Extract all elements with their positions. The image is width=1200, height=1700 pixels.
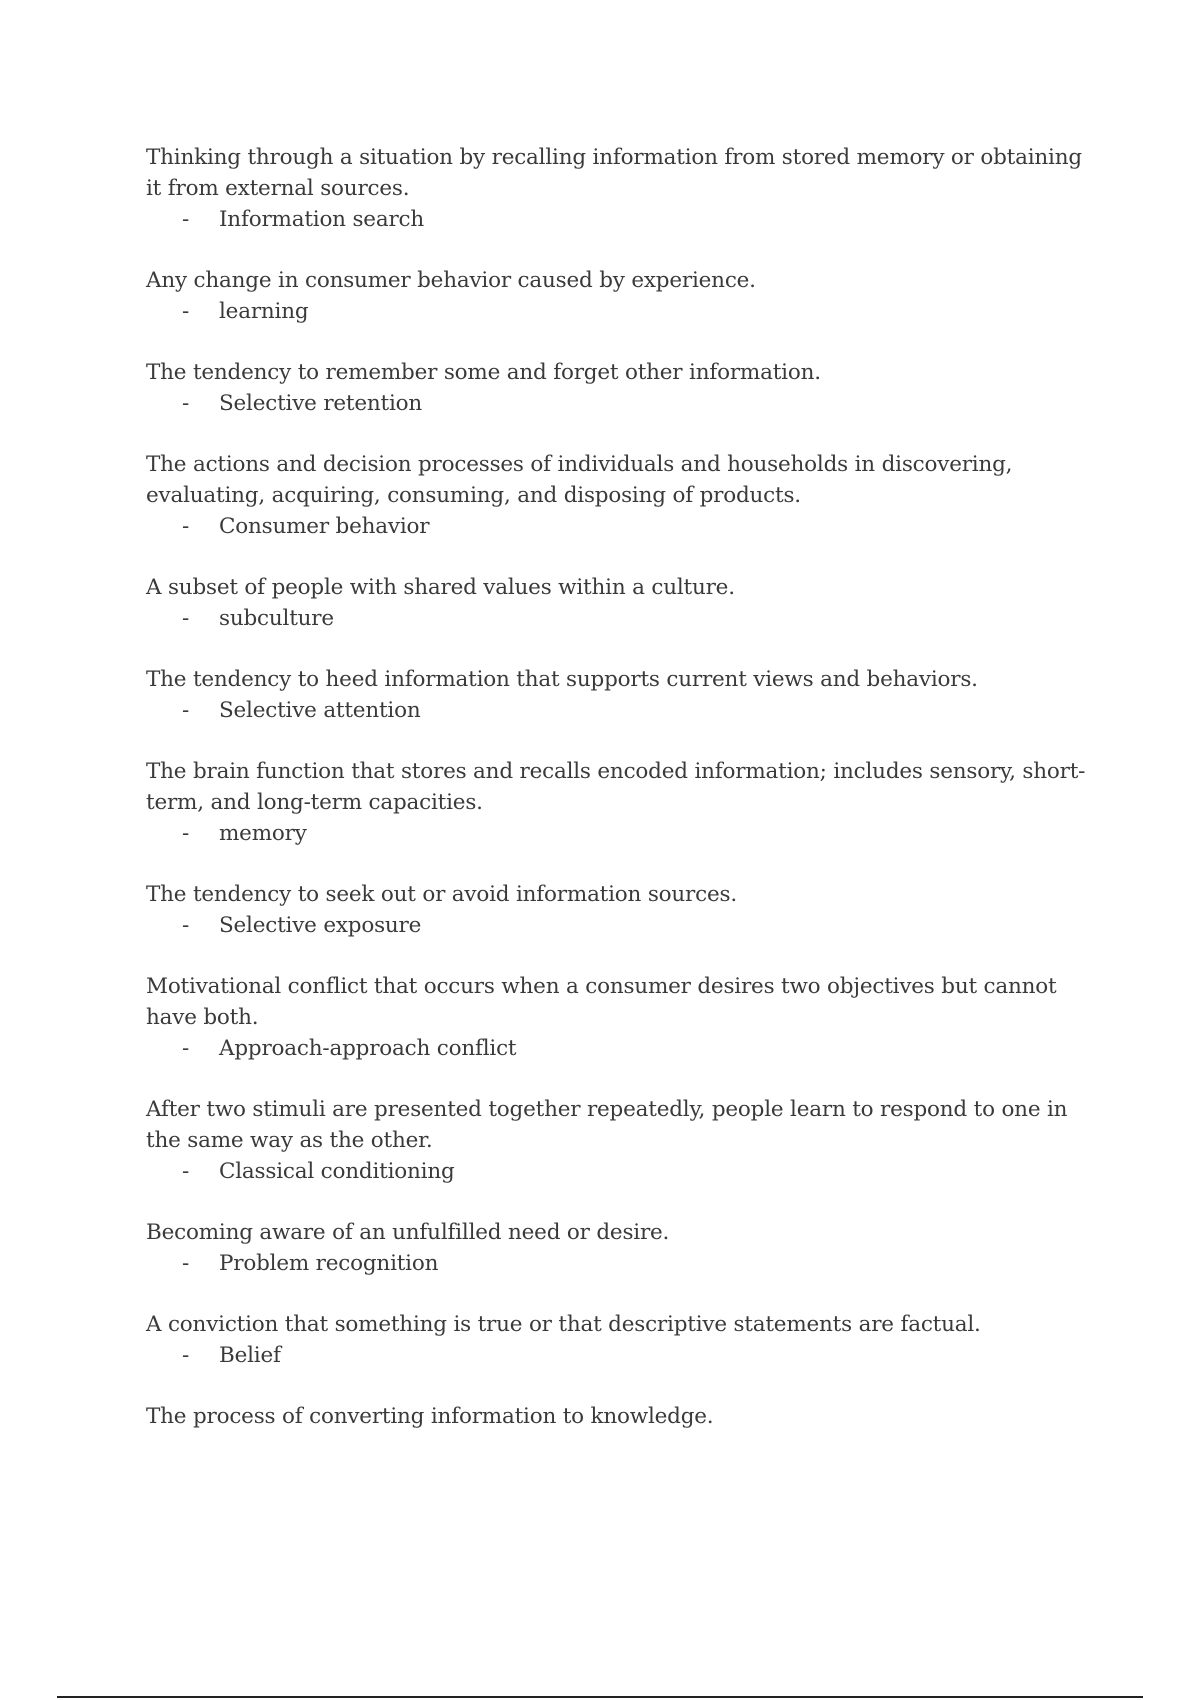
definition-text: The actions and decision processes of individuals and households in discovering, evaluating, acquiring, consuming, and disposing of products. — [146, 452, 1013, 508]
definition-text: The brain function that stores and recalls encoded information; includes sensory, short-term, and long-term capacities. — [146, 759, 1086, 815]
term-text: Information search — [219, 207, 425, 232]
dash-bullet: - — [182, 299, 190, 324]
glossary-entry — [146, 1401, 1096, 1432]
term-item — [146, 388, 1096, 419]
definition-text: The tendency to seek out or avoid information sources. — [146, 882, 737, 907]
term-item — [146, 511, 1096, 542]
term-item — [146, 296, 1096, 327]
glossary-entry — [146, 572, 1096, 634]
glossary-entry — [146, 357, 1096, 419]
definition-text: After two stimuli are presented together repeatedly, people learn to respond to one in the same way as the other. — [146, 1097, 1068, 1153]
glossary-entry — [146, 1217, 1096, 1279]
dash-bullet: - — [182, 514, 190, 539]
term-text: Classical conditioning — [219, 1159, 455, 1184]
term-text: Approach-approach conflict — [219, 1036, 517, 1061]
dash-bullet: - — [182, 1036, 190, 1061]
term-text: Problem recognition — [219, 1251, 439, 1276]
page-divider — [57, 1696, 1143, 1698]
term-item — [146, 695, 1096, 726]
term-text: Selective attention — [219, 698, 421, 723]
definition-text: Becoming aware of an unfulfilled need or desire. — [146, 1220, 670, 1245]
glossary-entry — [146, 265, 1096, 327]
dash-bullet: - — [182, 1251, 190, 1276]
glossary-entry — [146, 449, 1096, 542]
term-item — [146, 603, 1096, 634]
term-text: Belief — [219, 1343, 281, 1368]
glossary-entry — [146, 1309, 1096, 1371]
term-item — [146, 1156, 1096, 1187]
definition-text: The tendency to remember some and forget other information. — [146, 360, 821, 385]
definition-text: Thinking through a situation by recalling information from stored memory or obtaining it from external sources. — [146, 145, 1082, 201]
term-text: Selective retention — [219, 391, 423, 416]
term-text: memory — [219, 821, 307, 846]
glossary-entry — [146, 1094, 1096, 1187]
definition-text: A subset of people with shared values within a culture. — [146, 575, 735, 600]
glossary-entry — [146, 879, 1096, 941]
glossary-entry — [146, 142, 1096, 235]
definition-text: The tendency to heed information that supports current views and behaviors. — [146, 667, 978, 692]
glossary-entry — [146, 664, 1096, 726]
dash-bullet: - — [182, 606, 190, 631]
term-item — [146, 818, 1096, 849]
term-text: Selective exposure — [219, 913, 422, 938]
glossary-list — [146, 142, 1096, 1462]
dash-bullet: - — [182, 913, 190, 938]
term-item — [146, 1340, 1096, 1371]
glossary-entry — [146, 756, 1096, 849]
dash-bullet: - — [182, 698, 190, 723]
dash-bullet: - — [182, 207, 190, 232]
glossary-entry — [146, 971, 1096, 1064]
dash-bullet: - — [182, 821, 190, 846]
dash-bullet: - — [182, 391, 190, 416]
dash-bullet: - — [182, 1159, 190, 1184]
definition-text: Motivational conflict that occurs when a consumer desires two objectives but cannot have both. — [146, 974, 1057, 1030]
term-text: learning — [219, 299, 309, 324]
dash-bullet: - — [182, 1343, 190, 1368]
term-item — [146, 204, 1096, 235]
definition-text: The process of converting information to knowledge. — [146, 1404, 714, 1429]
definition-text: Any change in consumer behavior caused by experience. — [146, 268, 756, 293]
term-item — [146, 910, 1096, 941]
definition-text: A conviction that something is true or that descriptive statements are factual. — [146, 1312, 981, 1337]
term-text: subculture — [219, 606, 334, 631]
term-text: Consumer behavior — [219, 514, 430, 539]
term-item — [146, 1033, 1096, 1064]
term-item — [146, 1248, 1096, 1279]
